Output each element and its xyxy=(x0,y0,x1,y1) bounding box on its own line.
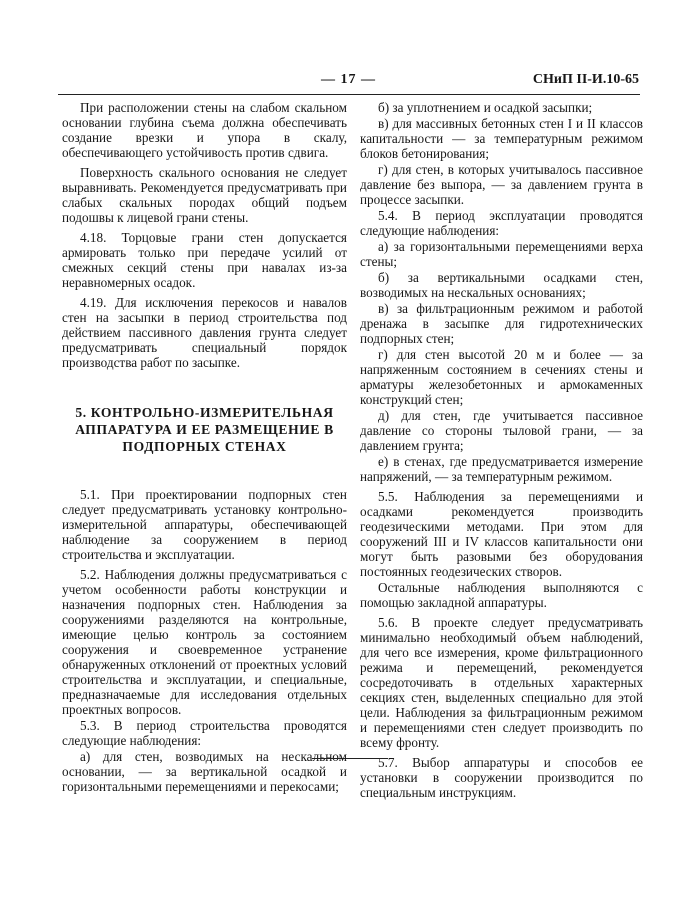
list-item-v-operation: в) за фильтрационным режимом и работой дренажа в засыпке для гидротехнических подпорных стен; xyxy=(360,301,643,346)
list-item-g-operation: г) для стен высотой 20 м и более — за напряженным состоянием в сечениях стены и арматуры железобетонных и армокаменных конструкций стен; xyxy=(360,347,643,407)
page-header xyxy=(58,72,639,94)
paragraph-5-6: 5.6. В проекте следует предусматривать минимально необходимый объем наблюдений, для чего все измерения, кроме фильтрационного режима и перемещений, рекомендуется сосредоточивать в отдельных характерных секциях стен, выделенных специально для этой цели. Наблюдения за фильтрационным режимом и перемещениями стен следует производить по всему фронту. xyxy=(360,615,643,750)
paragraph-5-3: 5.3. В период строительства проводятся следующие наблюдения: xyxy=(62,718,347,748)
list-item-b-operation: б) за вертикальными осадками стен, возводимых на нескальных основаниях; xyxy=(360,270,643,300)
right-column xyxy=(360,100,643,800)
end-rule xyxy=(312,758,388,759)
paragraph-5-5: 5.5. Наблюдения за перемещениями и осадками рекомендуется производить геодезическими методами. При этом для сооружений III и IV классов капитальности они могут быть разовыми без оборудования постоянных геодезических створов. xyxy=(360,489,643,579)
list-item-a: а) для стен, возводимых на нескальном основании, — за вертикальной осадкой и горизонтальными перемещениями и перекосами; xyxy=(62,749,347,794)
paragraph-5-2: 5.2. Наблюдения должны предусматриваться с учетом особенности работы конструкции и назначения подпорных стен. Наблюдения за сооружениями разделяются на контрольные, имеющие целью контроль за состоянием сооружения и своевременное устранение обнаруженных отклонений от проектных условий строительства и эксплуатации, и специальные, предназначаемые для исследования отдельных проектных вопросов. xyxy=(62,567,347,717)
section-spacer xyxy=(62,370,347,404)
paragraph-rock-surface: Поверхность скального основания не следует выравнивать. Рекомендуется предусматривать при слабых скальных породах общий подъем подошвы к лицевой грани стены. xyxy=(62,165,347,225)
paragraph-4-18: 4.18. Торцовые грани стен допускается армировать только при передаче усилий от смежных секций стены при навалах из-за неравномерных осадок. xyxy=(62,230,347,290)
list-item-a-operation: а) за горизонтальными перемещениями верха стены; xyxy=(360,239,643,269)
paragraph-4-19: 4.19. Для исключения перекосов и навалов стен на засыпки в период строительства под действием пассивного давления грунта следует предусматривать специальный порядок производства работ по засыпке. xyxy=(62,295,347,370)
page-number: — 17 — xyxy=(321,72,376,87)
list-item-d-operation: д) для стен, где учитывается пассивное давление со стороны тыловой грани, — за давлением грунта; xyxy=(360,408,643,453)
list-item-g: г) для стен, в которых учитывалось пассивное давление без выпора, — за давлением грунта в процессе засыпки. xyxy=(360,162,643,207)
list-item-v: в) для массивных бетонных стен I и II классов капитальности — за температурным режимом блоков бетонирования; xyxy=(360,116,643,161)
paragraph-5-4: 5.4. В период эксплуатации проводятся следующие наблюдения: xyxy=(360,208,643,238)
document-code: СНиП II-И.10-65 xyxy=(532,72,639,87)
section-title: 5. КОНТРОЛЬНО-ИЗМЕРИТЕЛЬНАЯ АППАРАТУРА И ЕЕ РАЗМЕЩЕНИЕ В ПОДПОРНЫХ СТЕНАХ xyxy=(75,405,334,454)
list-item-e-operation: е) в стенах, где предусматривается измерение напряжений, — за температурным режимом. xyxy=(360,454,643,484)
paragraph-5-1: 5.1. При проектировании подпорных стен следует предусматривать установку контрольно-измерительной аппаратуры, обеспечивающей наблюдение за сооружением в период строительства и эксплуатации. xyxy=(62,487,347,562)
paragraph-rock-foundation: При расположении стены на слабом скальном основании глубина съема должна обеспечивать создание врезки и упора в скалу, обеспечивающего устойчивость против сдвига. xyxy=(62,100,347,160)
paragraph-5-7: 5.7. Выбор аппаратуры и способов ее установки в сооружении производится по специальным инструкциям. xyxy=(360,755,643,800)
paragraph-other-observations: Остальные наблюдения выполняются с помощью закладной аппаратуры. xyxy=(360,580,643,610)
left-column xyxy=(62,100,347,794)
header-rule xyxy=(58,94,640,95)
list-item-b: б) за уплотнением и осадкой засыпки; xyxy=(378,100,593,115)
section-spacer-2 xyxy=(62,455,347,487)
